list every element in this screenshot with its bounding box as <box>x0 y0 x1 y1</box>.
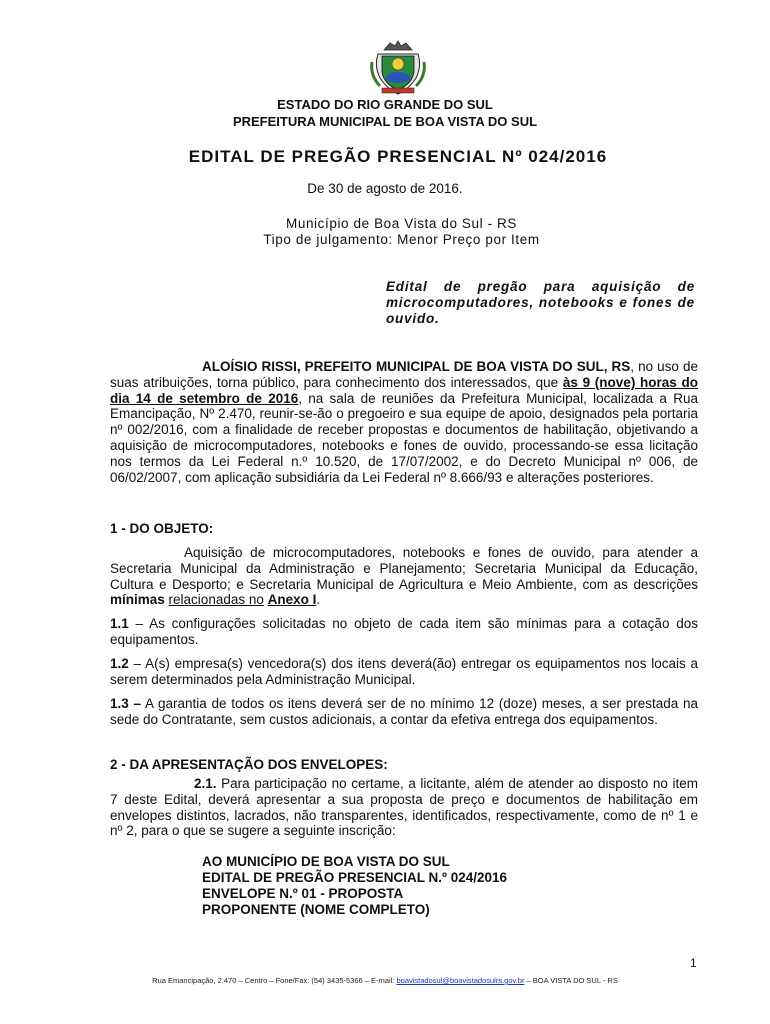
envelope-label-line: ENVELOPE N.º 01 - PROPOSTA <box>202 886 404 901</box>
section-1-title: 1 - DO OBJETO: <box>110 521 214 536</box>
item-1-1-text: – As configurações solicitadas no objeto de cada item são mínimas para a cotação dos equipamentos. <box>110 616 698 647</box>
item-1-3 <box>110 696 698 728</box>
section-2-title: 2 - DA APRESENTAÇÃO DOS ENVELOPES: <box>110 757 388 772</box>
envelope-label-line: PROPONENTE (NOME COMPLETO) <box>202 902 430 917</box>
item-2-1-number: 2.1. <box>194 776 217 791</box>
item-1-1-number: 1.1 <box>110 616 129 631</box>
envelope-label-line: EDITAL DE PREGÃO PRESENCIAL N.º 024/2016 <box>202 870 508 885</box>
municipality-line: Município de Boa Vista do Sul - RS <box>285 216 517 231</box>
intro-text-part2: , na sala de reuniões da Prefeitura Municipal, localizada a Rua Emancipação, Nº 2.470, reunir-se-ão o pregoeiro e sua equipe de apoio, designados pela portaria nº 002/2016, com a finalidade de receber propostas e documentos de habilitação, objetivando a aquisição de microcomputadores, notebooks e fones de ouvido, processando-se essa licitação nos termos da Lei Federal n.º 10.520, de 17/07/2002, e do Decreto Municipal nº 006, de 06/02/2007, com aplicação subsidiária da Lei Federal nº 8.666/93 e alterações posteriores. <box>110 390 698 485</box>
page-footer <box>0 976 770 985</box>
footer-address: Rua Emancipação, 2.470 – Centro – Fone/Fax: (54) 3435-5366 – E-mail: <box>152 976 397 985</box>
edital-summary: Edital de pregão para aquisição de microcomputadores, notebooks e fones de ouvido. <box>386 279 695 326</box>
document-date: De 30 de agosto de 2016. <box>307 181 463 196</box>
mayor-name: ALOÍSIO RISSI, PREFEITO MUNICIPAL DE BOA VISTA DO SUL, RS <box>202 359 631 374</box>
page-number: 1 <box>690 956 697 970</box>
state-heading: ESTADO DO RIO GRANDE DO SUL <box>277 97 493 112</box>
item-2-1 <box>110 776 698 839</box>
judgment-type-line: Tipo de julgamento: Menor Preço por Item <box>263 232 540 247</box>
relacionadas-text: relacionadas no <box>168 592 264 608</box>
object-end: . <box>316 592 321 608</box>
object-paragraph <box>110 545 698 608</box>
session-time: às 9 (nove) horas do dia 14 de setembro de 2016 <box>110 374 698 406</box>
footer-city: – BOA VISTA DO SUL - RS <box>524 976 618 985</box>
item-1-3-number: 1.3 – <box>110 696 141 711</box>
intro-paragraph <box>110 359 698 485</box>
object-text: Aquisição de microcomputadores, notebooks e fones de ouvido, para atender a Secretaria Municipal da Administração e Planejamento; Secretaria Municipal da Educação, Cultura e Desporto; e Secretaria Municipal de Agricultura e Meio Ambiente, com as descrições <box>110 545 698 592</box>
envelope-label-line: AO MUNICÍPIO DE BOA VISTA DO SUL <box>202 854 450 869</box>
item-1-2 <box>110 656 698 688</box>
item-1-1 <box>110 616 698 648</box>
document-title: EDITAL DE PREGÃO PRESENCIAL Nº 024/2016 <box>188 147 608 166</box>
item-2-1-text: Para participação no certame, a licitante, além de atender ao disposto no item 7 deste Edital, deverá apresentar a sua proposta de preço e documentos de habilitação em envelopes distintos, lacrados, não transparentes, identificados, respectivamente, como de nº 1 e nº 2, para o que se sugere a seguinte inscrição: <box>110 776 698 839</box>
anexo-reference: Anexo I <box>267 592 317 608</box>
intro-text-part1: , no uso de suas atribuições, torna público, para conhecimento dos interessados, que <box>110 359 698 390</box>
coat-of-arms-emblem <box>368 40 428 96</box>
envelope-label <box>202 854 507 918</box>
item-1-2-number: 1.2 <box>110 656 129 671</box>
item-1-3-text: A garantia de todos os itens deverá ser de no mínimo 12 (doze) meses, a ser prestada na sede do Contratante, sem custos adicionais, a contar da efetiva entrega dos equipamentos. <box>110 696 698 727</box>
item-1-2-text: – A(s) empresa(s) vencedora(s) dos itens deverá(ão) entregar os equipamentos nos locais a serem determinados pela Administração Municipal. <box>110 656 698 687</box>
footer-email-link[interactable]: boavistadosul@boavistadosulrs.gov.br <box>396 976 525 985</box>
minimas-emphasis: mínimas <box>110 592 165 608</box>
prefecture-heading: PREFEITURA MUNICIPAL DE BOA VISTA DO SUL <box>232 114 538 129</box>
